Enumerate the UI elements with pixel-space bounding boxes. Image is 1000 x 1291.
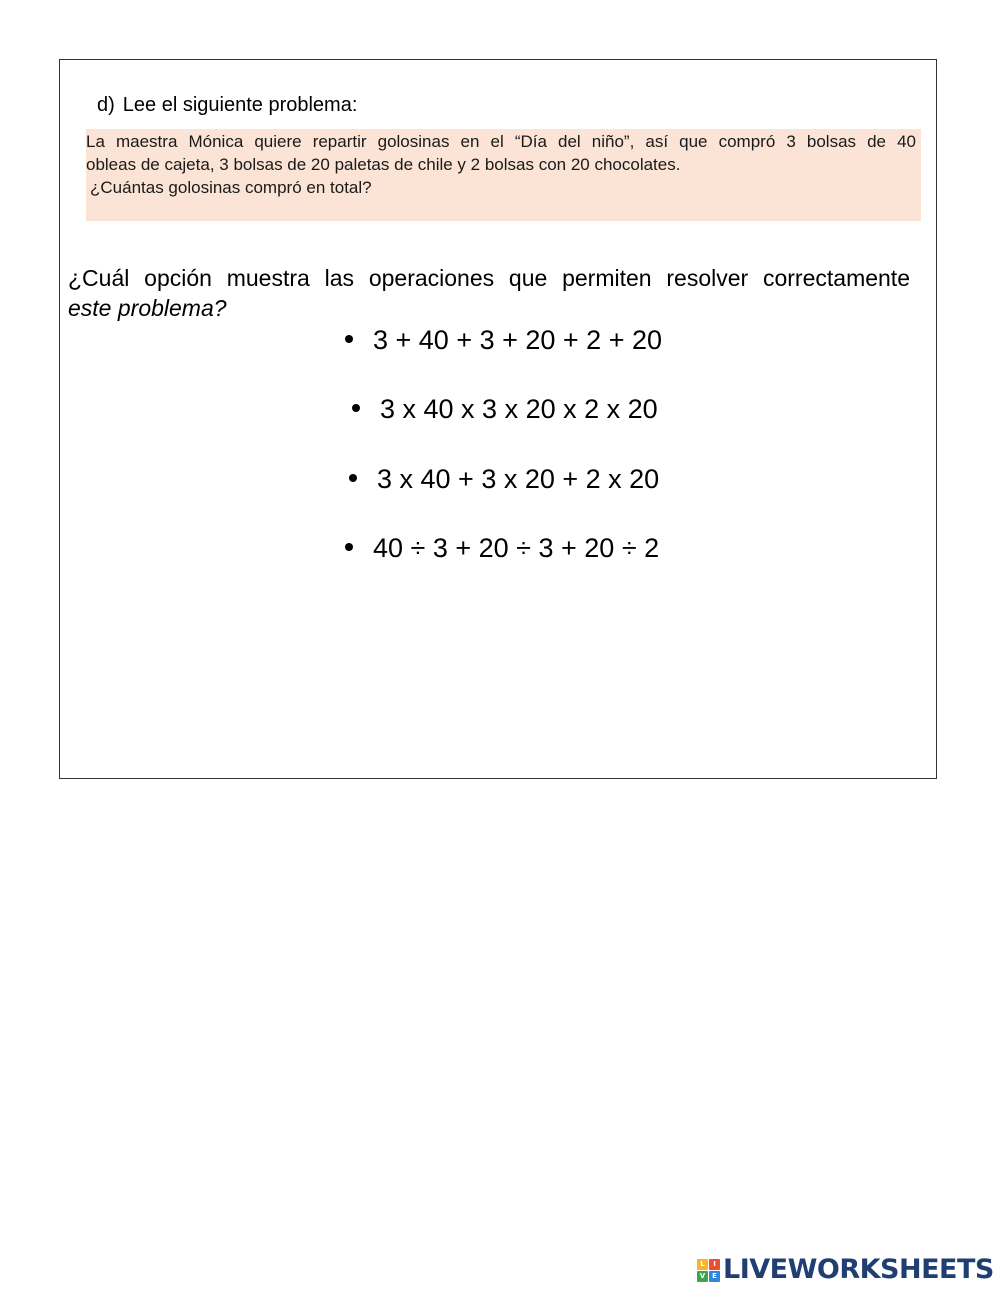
bullet-icon xyxy=(345,335,353,343)
option-2-text: 3 x 40 x 3 x 20 x 2 x 20 xyxy=(380,394,658,424)
logo-block-e: E xyxy=(709,1271,720,1282)
question-line-1: ¿Cuál opción muestra las operaciones que permiten resolver correctamente xyxy=(68,265,910,291)
instruction xyxy=(97,92,357,118)
option-3-text: 3 x 40 + 3 x 20 + 2 x 20 xyxy=(377,464,660,494)
question-line-2: este problema? xyxy=(68,295,227,321)
option-1-text: 3 + 40 + 3 + 20 + 2 + 20 xyxy=(373,325,662,355)
bullet-icon xyxy=(345,543,353,551)
option-3[interactable] xyxy=(349,462,659,496)
bullet-icon xyxy=(349,474,357,482)
logo-block-i: I xyxy=(709,1259,720,1270)
option-4-text: 40 ÷ 3 + 20 ÷ 3 + 20 ÷ 2 xyxy=(373,533,660,563)
option-4[interactable] xyxy=(345,531,659,565)
logo-text: LIVEWORKSHEETS xyxy=(723,1254,994,1285)
option-1[interactable] xyxy=(345,323,662,357)
instruction-text: Lee el siguiente problema: xyxy=(122,94,358,116)
problem-line-1: La maestra Mónica quiere repartir golosinas en el “Día del niño”, así que compró 3 bolsas de 40 xyxy=(86,132,916,151)
problem-line-3: ¿Cuántas golosinas compró en total? xyxy=(90,178,372,197)
question xyxy=(68,263,910,323)
option-2[interactable] xyxy=(352,392,658,426)
problem-line-2: obleas de cajeta, 3 bolsas de 20 paletas de chile y 2 bolsas con 20 chocolates. xyxy=(86,155,681,174)
logo-block-l: L xyxy=(697,1259,708,1270)
bullet-icon xyxy=(352,404,360,412)
item-letter: d) xyxy=(97,94,115,116)
liveworksheets-logo xyxy=(697,1255,994,1285)
logo-block-v: V xyxy=(697,1271,708,1282)
logo-blocks-icon xyxy=(697,1259,720,1282)
problem-box xyxy=(86,129,921,221)
